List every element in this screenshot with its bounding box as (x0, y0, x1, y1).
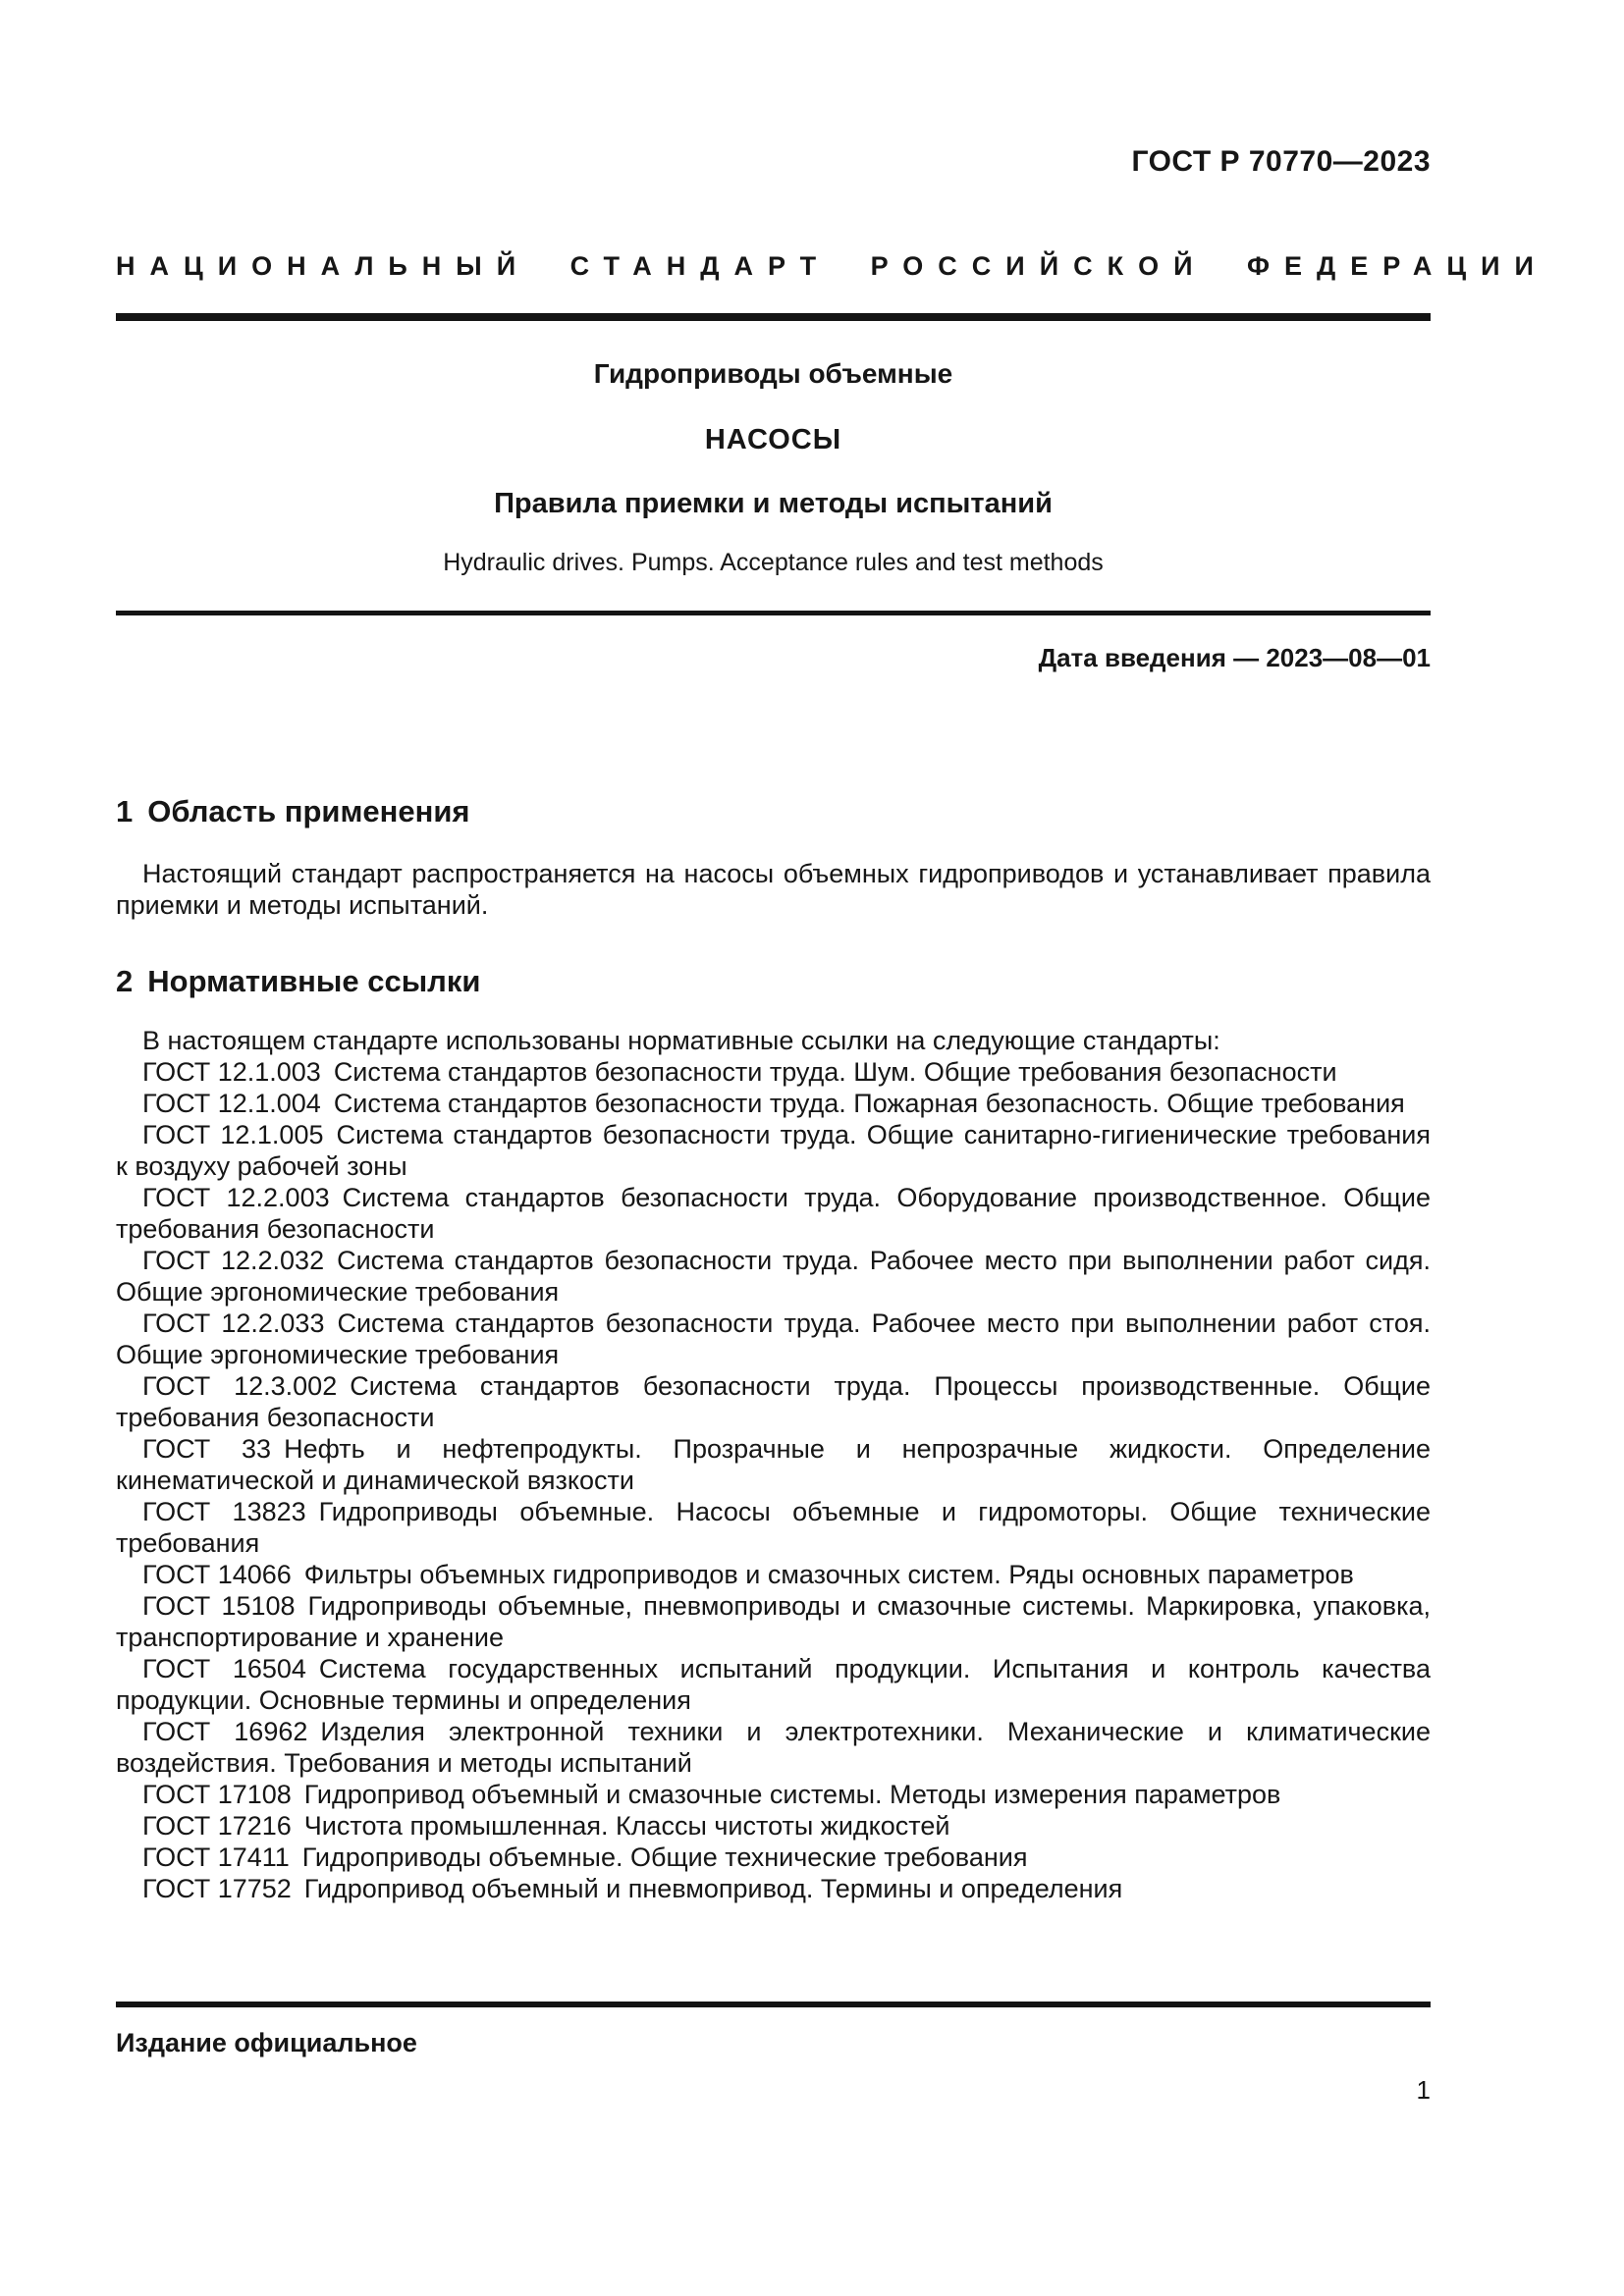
ref-number: ГОСТ 17216 (142, 1811, 292, 1841)
reference-item (116, 1088, 1431, 1119)
ref-title: Система стандартов безопасности труда. Оборудование производственное. Общие требования безопасности (116, 1183, 1431, 1244)
references-intro: В настоящем стандарте использованы нормативные ссылки на следующие стандарты: (142, 1026, 1220, 1055)
ref-number: ГОСТ 12.1.003 (142, 1057, 321, 1087)
reference-item (116, 1308, 1431, 1370)
reference-item (116, 1590, 1431, 1653)
ref-number: ГОСТ 12.2.033 (142, 1308, 325, 1338)
ref-title: Система стандартов безопасности труда. Шум. Общие требования безопасности (333, 1057, 1337, 1087)
ref-number: ГОСТ 12.3.002 (142, 1371, 338, 1401)
section-1-heading (116, 796, 1431, 827)
ref-number: ГОСТ 14066 (142, 1560, 292, 1589)
ref-number: ГОСТ 13823 (142, 1497, 306, 1526)
ref-title: Система стандартов безопасности труда. Рабочее место при выполнении работ стоя. Общие эргономические требования (116, 1308, 1431, 1369)
section-1-title: Область применения (147, 794, 470, 828)
ref-title: Система стандартов безопасности труда. Процессы производственные. Общие требования безопасности (116, 1371, 1431, 1432)
doc-title-sub: Правила приемки и методы испытаний (494, 488, 1053, 519)
ref-number: ГОСТ 12.2.032 (142, 1246, 325, 1275)
reference-item (116, 1182, 1431, 1245)
ref-title: Гидроприводы объемные. Насосы объемные и гидромоторы. Общие технические требования (116, 1497, 1431, 1558)
reference-item (116, 1119, 1431, 1182)
ref-title: Гидроприводы объемные. Общие технические требования (301, 1842, 1028, 1872)
reference-item (116, 1842, 1431, 1873)
ref-number: ГОСТ 12.2.003 (142, 1183, 330, 1212)
reference-item (116, 1873, 1431, 1904)
ref-number: ГОСТ 16504 (142, 1654, 306, 1683)
reference-item (116, 1433, 1431, 1496)
reference-item (116, 1716, 1431, 1779)
ref-title: Система стандартов безопасности труда. Пожарная безопасность. Общие требования (333, 1089, 1405, 1118)
ref-title: Гидропривод объемный и смазочные системы. Методы измерения параметров (303, 1780, 1281, 1809)
ref-number: ГОСТ 17108 (142, 1780, 292, 1809)
ref-title: Система государственных испытаний продукции. Испытания и контроль качества продукции. Основные термины и определения (116, 1654, 1431, 1715)
reference-item (116, 1056, 1431, 1088)
section-1-number: 1 (116, 794, 134, 828)
reference-item (116, 1559, 1431, 1590)
reference-item (116, 1496, 1431, 1559)
section-2-number: 2 (116, 964, 134, 998)
doc-number: ГОСТ Р 70770—2023 (1131, 145, 1431, 178)
ref-title: Изделия электронной техники и электротехники. Механические и климатические воздействия. Требования и методы испытаний (116, 1717, 1431, 1778)
footer-rule (116, 2002, 1431, 2007)
standard-banner: НАЦИОНАЛЬНЫЙ СТАНДАРТ РОССИЙСКОЙ ФЕДЕРАЦИИ (116, 251, 1548, 281)
reference-item (116, 1653, 1431, 1716)
ref-title: Гидроприводы объемные, пневмоприводы и смазочные системы. Маркировка, упаковка, транспортирование и хранение (116, 1591, 1431, 1652)
ref-number: ГОСТ 15108 (142, 1591, 296, 1621)
ref-number: ГОСТ 12.1.005 (142, 1120, 324, 1149)
reference-item (116, 1245, 1431, 1308)
page-number: 1 (1416, 2075, 1431, 2105)
ref-number: ГОСТ 33 (142, 1434, 272, 1464)
ref-title: Система стандартов безопасности труда. Рабочее место при выполнении работ сидя. Общие эргономические требования (116, 1246, 1431, 1307)
ref-title: Нефть и нефтепродукты. Прозрачные и непрозрачные жидкости. Определение кинематической и динамической вязкости (116, 1434, 1432, 1495)
ref-number: ГОСТ 12.1.004 (142, 1089, 321, 1118)
ref-number: ГОСТ 17752 (142, 1874, 292, 1903)
ref-title: Система стандартов безопасности труда. Общие санитарно-гигиенические требования к воздуху рабочей зоны (116, 1120, 1432, 1181)
section-2-heading (116, 966, 1431, 996)
reference-item (116, 1810, 1431, 1842)
ref-number: ГОСТ 17411 (142, 1842, 290, 1872)
page-content (116, 0, 1548, 1904)
section-1-paragraph: Настоящий стандарт распространяется на насосы объемных гидроприводов и устанавливает правила приемки и методы испытаний. (116, 859, 1431, 920)
reference-item (116, 1779, 1431, 1810)
section-2-title: Нормативные ссылки (147, 964, 481, 998)
header-rule (116, 313, 1431, 321)
doc-title-english: Hydraulic drives. Pumps. Acceptance rules and test methods (443, 549, 1104, 576)
ref-number: ГОСТ 16962 (142, 1717, 308, 1746)
doc-title-group: Гидроприводы объемные (593, 358, 953, 389)
ref-title: Гидропривод объемный и пневмопривод. Термины и определения (303, 1874, 1123, 1903)
doc-title-main: НАСОСЫ (704, 424, 842, 455)
reference-item (116, 1370, 1431, 1433)
ref-title: Чистота промышленная. Классы чистоты жидкостей (303, 1811, 950, 1841)
title-rule (116, 611, 1431, 615)
effective-date: Дата введения — 2023—08—01 (1038, 643, 1431, 672)
official-edition-note: Издание официальное (116, 2028, 417, 2057)
ref-title: Фильтры объемных гидроприводов и смазочных систем. Ряды основных параметров (303, 1560, 1354, 1589)
